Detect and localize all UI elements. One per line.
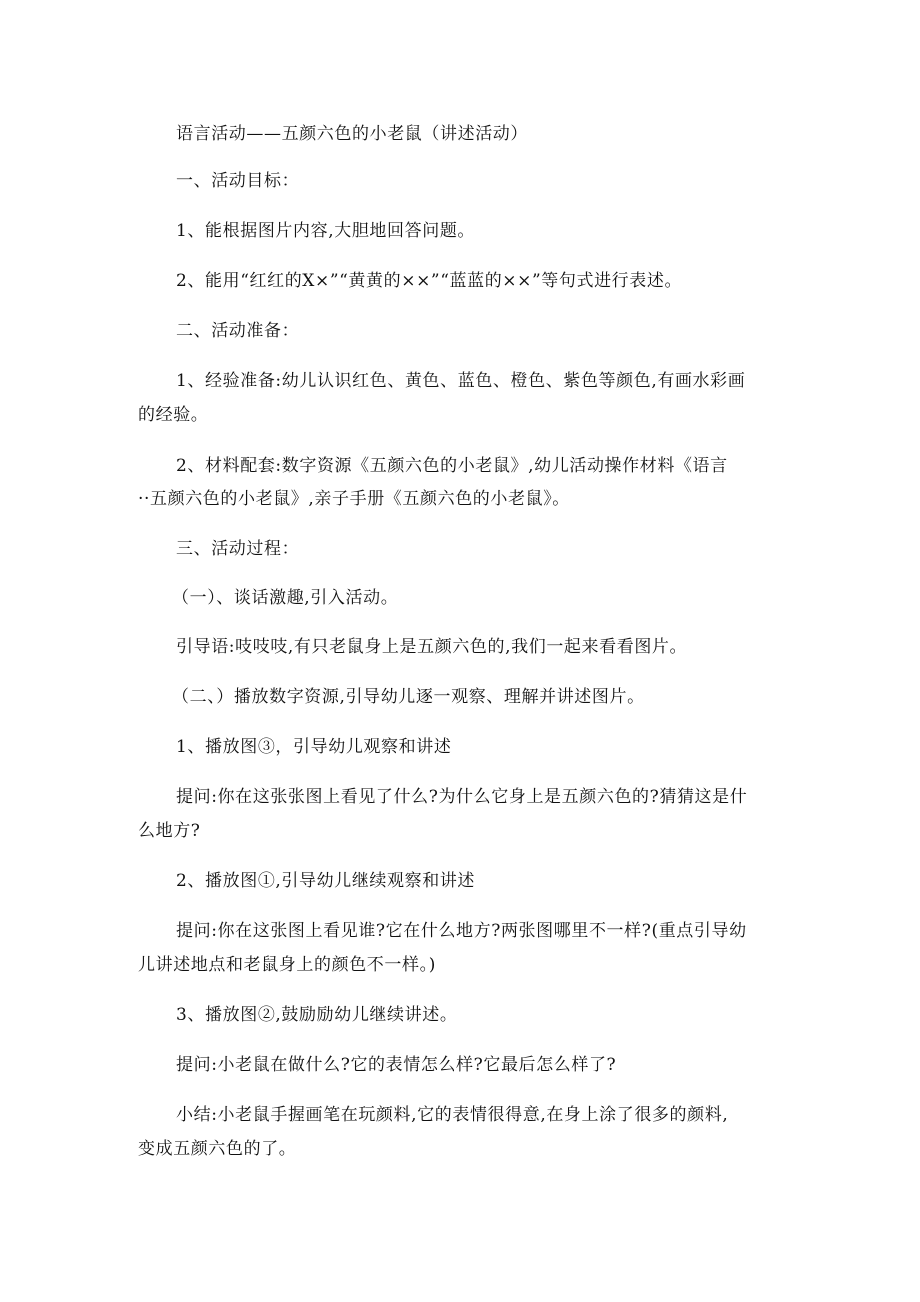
paragraph-line: 2、能用“红红的X×”“黄黄的××”“蓝蓝的××”等句式进行表述。	[176, 271, 683, 291]
paragraph-line: 提问:你在这张张图上看见了什么?为什么它身上是五颜六色的?猜猜这是什	[176, 787, 748, 807]
paragraph-line: 提问:小老鼠在做什么?它的表情怎么样?它最后怎么样了?	[176, 1055, 617, 1075]
paragraph-line: 2、材料配套:数字资源《五颜六色的小老鼠》,幼儿活动操作材料《语言	[176, 456, 728, 476]
paragraph-line: ··五颜六色的小老鼠》,亲子手册《五颜六色的小老鼠》。	[138, 489, 570, 509]
subsection-heading: （一）、谈话激趣,引入活动。	[172, 588, 399, 608]
paragraph-line: 么地方?	[138, 821, 201, 841]
paragraph-line: 1、经验准备:幼儿认识红色、黄色、蓝色、橙色、紫色等颜色,有画水彩画	[176, 371, 746, 391]
section-heading-goals: 一、活动目标：	[176, 171, 300, 191]
document-title: 语言活动——五颜六色的小老鼠（讲述活动）	[176, 124, 528, 144]
paragraph-line: 1、播放图③，引导幼儿观察和讲述	[176, 737, 452, 757]
paragraph-line: 引导语:吱吱吱,有只老鼠身上是五颜六色的,我们一起来看看图片。	[176, 637, 688, 657]
paragraph-line: 提问:你在这张图上看见谁?它在什么地方?两张图哪里不一样?(重点引导幼	[176, 921, 747, 941]
paragraph-line: 2、播放图①,引导幼儿继续观察和讲述	[176, 871, 476, 891]
paragraph-line: 变成五颜六色的了。	[138, 1139, 297, 1159]
section-heading-preparation: 二、活动准备：	[176, 321, 300, 341]
paragraph-line: 1、能根据图片内容,大胆地回答问题。	[176, 221, 476, 241]
paragraph-line: 3、播放图②,鼓励励幼儿继续讲述。	[176, 1005, 458, 1025]
paragraph-line: 的经验。	[138, 405, 209, 425]
section-heading-process: 三、活动过程：	[176, 539, 300, 559]
subsection-heading: （二、）播放数字资源,引导幼儿逐一观察、理解并讲述图片。	[172, 687, 645, 707]
paragraph-line: 儿讲述地点和老鼠身上的颜色不一样。)	[138, 955, 436, 975]
paragraph-line: 小结:小老鼠手握画笔在玩颜料,它的表情很得意,在身上涂了很多的颜料,	[176, 1105, 729, 1125]
